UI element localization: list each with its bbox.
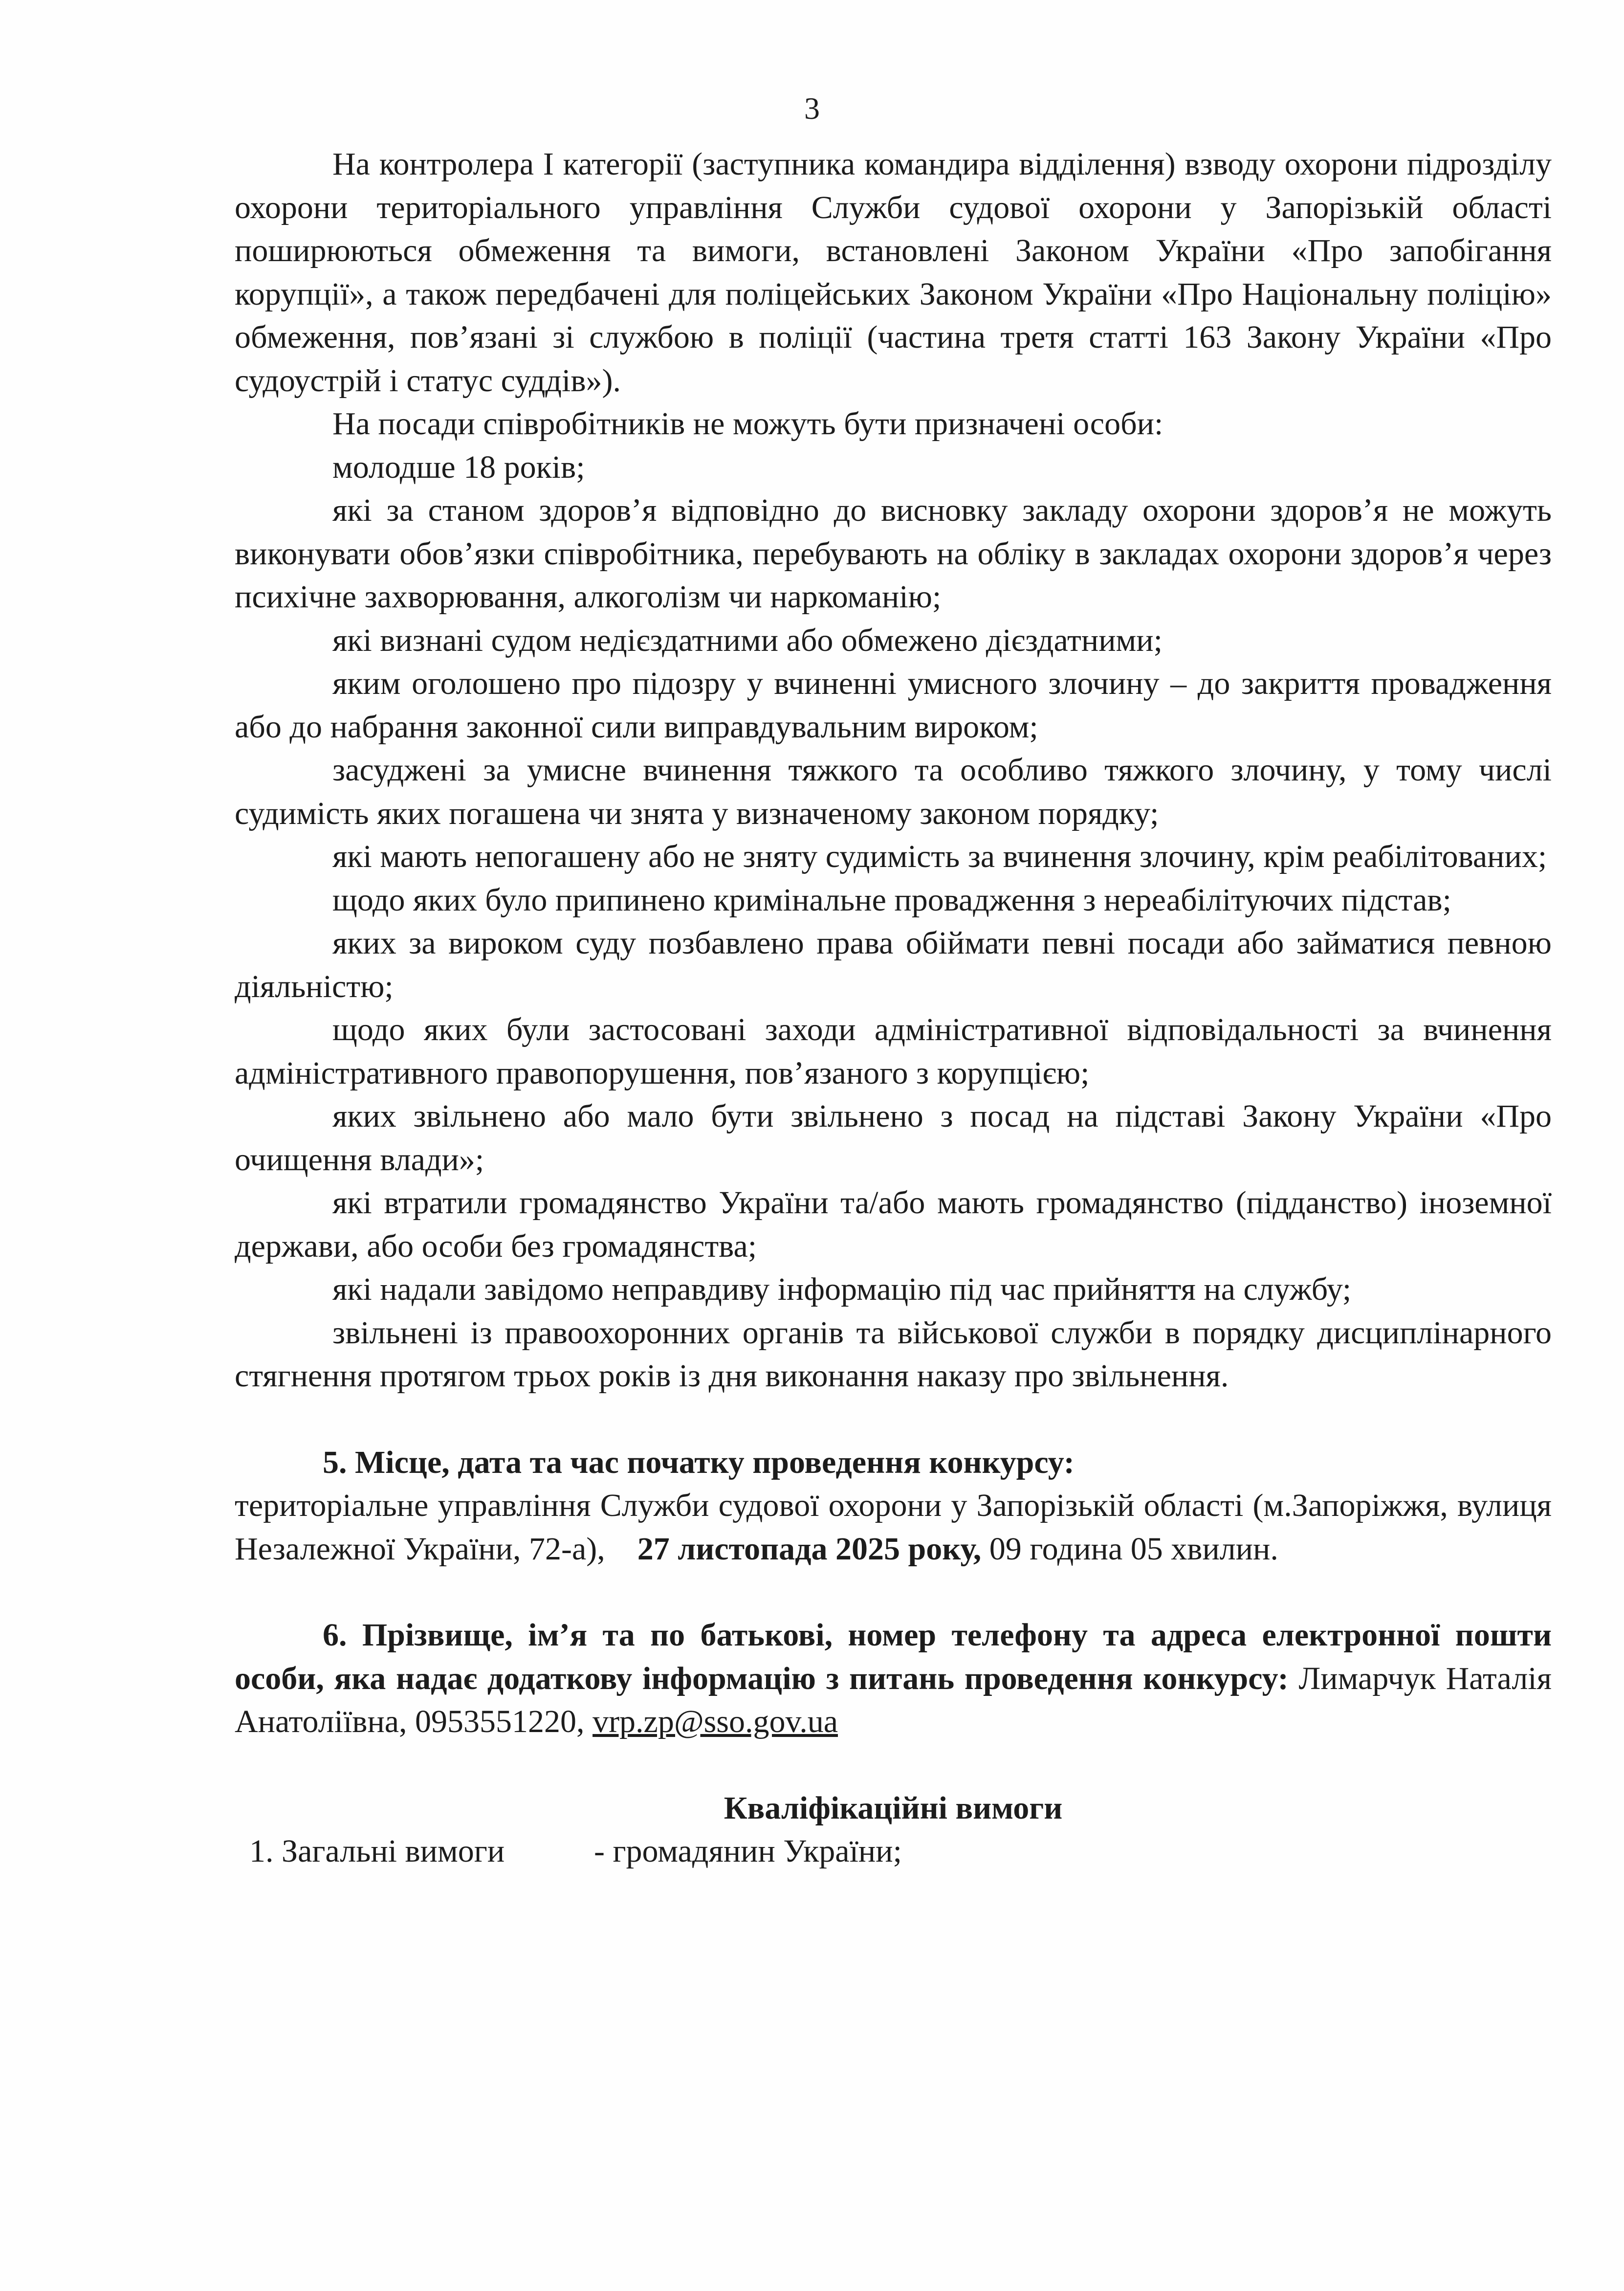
list-item: щодо яких було припинено кримінальне провадження з нереабілітуючих підстав; (332, 882, 1451, 918)
section-6-heading: 6. Прізвище, ім’я та по батькові, номер телефону та адреса електронної пошти особи, яка надає додаткову інформацію з питань проведення конкурсу: (235, 1617, 1552, 1696)
section-5-details (235, 1484, 1552, 1571)
contact-email-link[interactable]: vrp.zp@sso.gov.ua (593, 1704, 838, 1739)
list-item: які втратили громадянство України та/або мають громадянство (підданство) іноземної держави, або особи без громадянства; (235, 1185, 1552, 1264)
qualification-row (235, 1830, 1552, 1873)
qualification-value: - громадянин України; (594, 1833, 902, 1869)
page-number: 3 (804, 91, 820, 126)
list-item: щодо яких були застосовані заходи адміністративної відповідальності за вчинення адміністративного правопорушення, пов’язаного з корупцією; (235, 1012, 1552, 1091)
document-body (235, 143, 1552, 1873)
section-5 (235, 1441, 1552, 1485)
list-item: які за станом здоров’я відповідно до висновку закладу охорони здоров’я не можуть виконувати обов’язки співробітника, перебувають на обліку в закладах охорони здоров’я через психічне захворювання, алкоголізм чи наркоманію; (235, 492, 1552, 615)
contest-time: 09 година 05 хвилин. (989, 1531, 1278, 1567)
list-item: засуджені за умисне вчинення тяжкого та особливо тяжкого злочину, у тому числі судимість яких погашена чи знята у визначеному законом порядку; (235, 752, 1552, 831)
qualifications-title: Кваліфікаційні вимоги (724, 1790, 1063, 1826)
contest-location: територіальне управління Служби судової охорони у Запорізькій області (м.Запоріжжя, вулиця Незалежної України, 72-а), (235, 1488, 1552, 1567)
list-item: яким оголошено про підозру у вчиненні умисного злочину – до закриття провадження або до набрання законної сили виправдувальним вироком; (235, 666, 1552, 745)
section-6 (235, 1614, 1552, 1744)
list-item: молодше 18 років; (332, 449, 585, 485)
list-item: яких звільнено або мало бути звільнено з посад на підставі Закону України «Про очищення влади»; (235, 1098, 1552, 1178)
list-item: яких за вироком суду позбавлено права обіймати певні посади або займатися певною діяльністю; (235, 925, 1552, 1004)
paragraph-ineligible-intro: На посади співробітників не можуть бути призначені особи: (332, 406, 1163, 442)
list-item: які надали завідомо неправдиву інформацію під час прийняття на службу; (332, 1271, 1352, 1307)
section-5-heading: 5. Місце, дата та час початку проведення конкурсу: (323, 1444, 1075, 1480)
list-item: які визнані судом недієздатними або обмежено дієздатними; (332, 622, 1163, 658)
list-item: які мають непогашену або не зняту судимість за вчинення злочину, крім реабілітованих; (332, 839, 1547, 874)
contact-person: Лимарчук Наталія Анатоліївна, 0953551220, (235, 1660, 1552, 1739)
list-item: звільнені із правоохоронних органів та військової служби в порядку дисциплінарного стягнення протягом трьох років із дня виконання наказу про звільнення. (235, 1314, 1552, 1394)
contest-date: 27 листопада 2025 року, (637, 1531, 982, 1567)
paragraph-restrictions: На контролера І категорії (заступника командира відділення) взводу охорони підрозділу охорони територіального управління Служби судової охорони у Запорізькій області поширюються обмеження та вимоги, встановлені Законом України «Про запобігання корупції», а також передбачені для поліцейських Законом України «Про Національну поліцію» обмеження, пов’язані зі службою в поліції (частина третя статті 163 Закону України «Про судоустрій і статус суддів»). (235, 146, 1552, 399)
qualification-label: 1. Загальні вимоги (249, 1833, 505, 1869)
